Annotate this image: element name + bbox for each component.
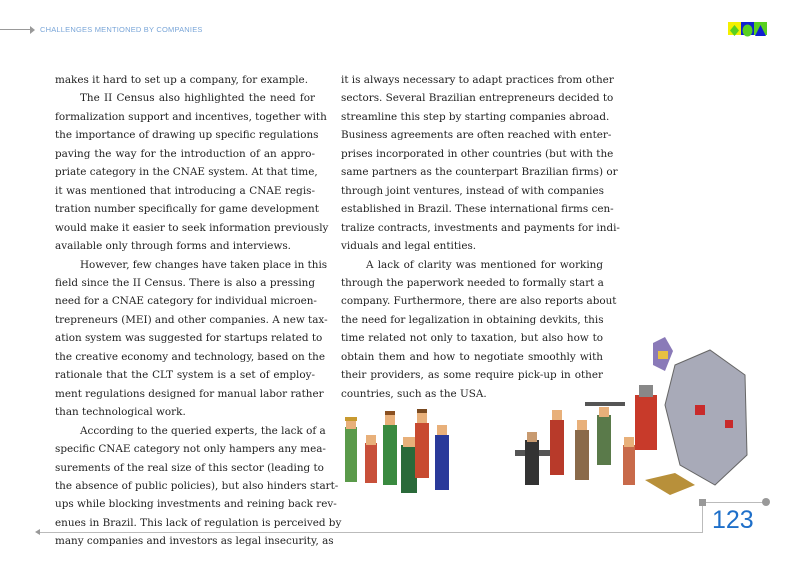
text-line: field since the II Census. There is also a pressing xyxy=(55,276,315,289)
text-line: streamline this step by starting companies abroad. xyxy=(341,110,610,123)
text-line: ups while blocking investments and reining back rev- xyxy=(55,498,337,511)
text-line: through the paperwork needed to formally start a xyxy=(341,276,604,289)
text-line: company. Furthermore, there are also reports about xyxy=(341,295,617,308)
text-line: A lack of clarity was mentioned for working xyxy=(366,258,603,271)
text-line: viduals and legal entities. xyxy=(341,240,477,253)
text-line: ation system was suggested for startups related to xyxy=(55,332,323,345)
text-line: many companies and investors as legal insecurity, as xyxy=(55,535,334,548)
footer-rule-vertical xyxy=(702,502,703,533)
text-line: it was mentioned that introducing a CNAE regis- xyxy=(55,184,315,197)
text-line: enues in Brazil. This lack of regulation is perceived by xyxy=(55,516,342,529)
pixel-character-group-right xyxy=(515,337,747,495)
text-line: countries, such as the USA. xyxy=(341,387,487,400)
shapes-logo xyxy=(728,22,767,35)
text-line: would make it easier to seek information previously xyxy=(55,221,329,234)
text-line: available only through forms and interviews. xyxy=(55,240,291,253)
text-line: According to the queried experts, the lack of a xyxy=(80,424,326,437)
footer-square-marker xyxy=(699,499,706,506)
text-line: the need for legalization in obtaining devkits, this xyxy=(341,313,604,326)
pixel-art-characters-illustration xyxy=(335,315,775,505)
text-line: established in Brazil. These international firms cen- xyxy=(341,203,614,216)
text-line: time related not only to taxation, but also how to xyxy=(341,332,603,345)
text-line: their providers, as some require pick-up in other xyxy=(341,369,603,382)
text-line: tralize contracts, investments and payments for indi- xyxy=(341,221,620,234)
text-line: through joint ventures, instead of with companies xyxy=(341,184,604,197)
section-title: CHALLENGES MENTIONED BY COMPANIES xyxy=(40,25,203,34)
text-line: The II Census also highlighted the need for xyxy=(80,92,315,105)
text-line: rationale that the CLT system is a set of employ- xyxy=(55,369,315,382)
circle-icon xyxy=(741,22,754,35)
text-line: specific CNAE category not only hampers any mea- xyxy=(55,443,326,456)
text-line: trepreneurs (MEI) and other companies. A new tax- xyxy=(55,313,328,326)
triangle-icon xyxy=(754,22,767,35)
text-line: ment regulations designed for manual labor rather xyxy=(55,387,324,400)
text-line: paving the way for the introduction of an appro- xyxy=(55,147,315,160)
text-line: formalization support and incentives, together with xyxy=(55,110,327,123)
text-line: sectors. Several Brazilian entrepreneurs decided to xyxy=(341,92,614,105)
text-line: it is always necessary to adapt practices from other xyxy=(341,74,614,86)
header-arrow-icon xyxy=(30,26,35,34)
text-line: surements of the real size of this sector (leading to xyxy=(55,461,324,474)
text-line: prises incorporated in other countries (but with the xyxy=(341,147,614,160)
text-line: However, few changes have taken place in this xyxy=(80,258,328,271)
diamond-icon xyxy=(728,22,741,35)
text-line: the importance of drawing up specific regulations xyxy=(55,129,319,142)
text-line: Business agreements are often reached with enter- xyxy=(341,129,612,142)
footer-rule xyxy=(40,532,702,533)
left-text-column xyxy=(55,71,342,551)
text-line: the creative economy and technology, based on the xyxy=(55,350,325,363)
text-line: same partners as the counterpart Brazilian firms) or xyxy=(341,166,618,179)
footer-rule-top xyxy=(706,502,766,503)
text-line: than technological work. xyxy=(55,406,186,419)
text-line: tration number specifically for game development xyxy=(55,203,319,216)
header-rule xyxy=(0,29,30,30)
text-line: priate category in the CNAE system. At that time, xyxy=(55,166,318,179)
pixel-character-group-left xyxy=(345,409,449,493)
footer-dot-marker xyxy=(762,498,770,506)
text-line: the absence of public policies), but also hinders start- xyxy=(55,479,339,492)
page-number: 123 xyxy=(712,506,754,534)
text-line: need for a CNAE category for individual microen- xyxy=(55,295,317,308)
text-line: obtain them and how to negotiate smoothly with xyxy=(341,350,603,363)
text-line: makes it hard to set up a company, for example. xyxy=(55,74,308,86)
